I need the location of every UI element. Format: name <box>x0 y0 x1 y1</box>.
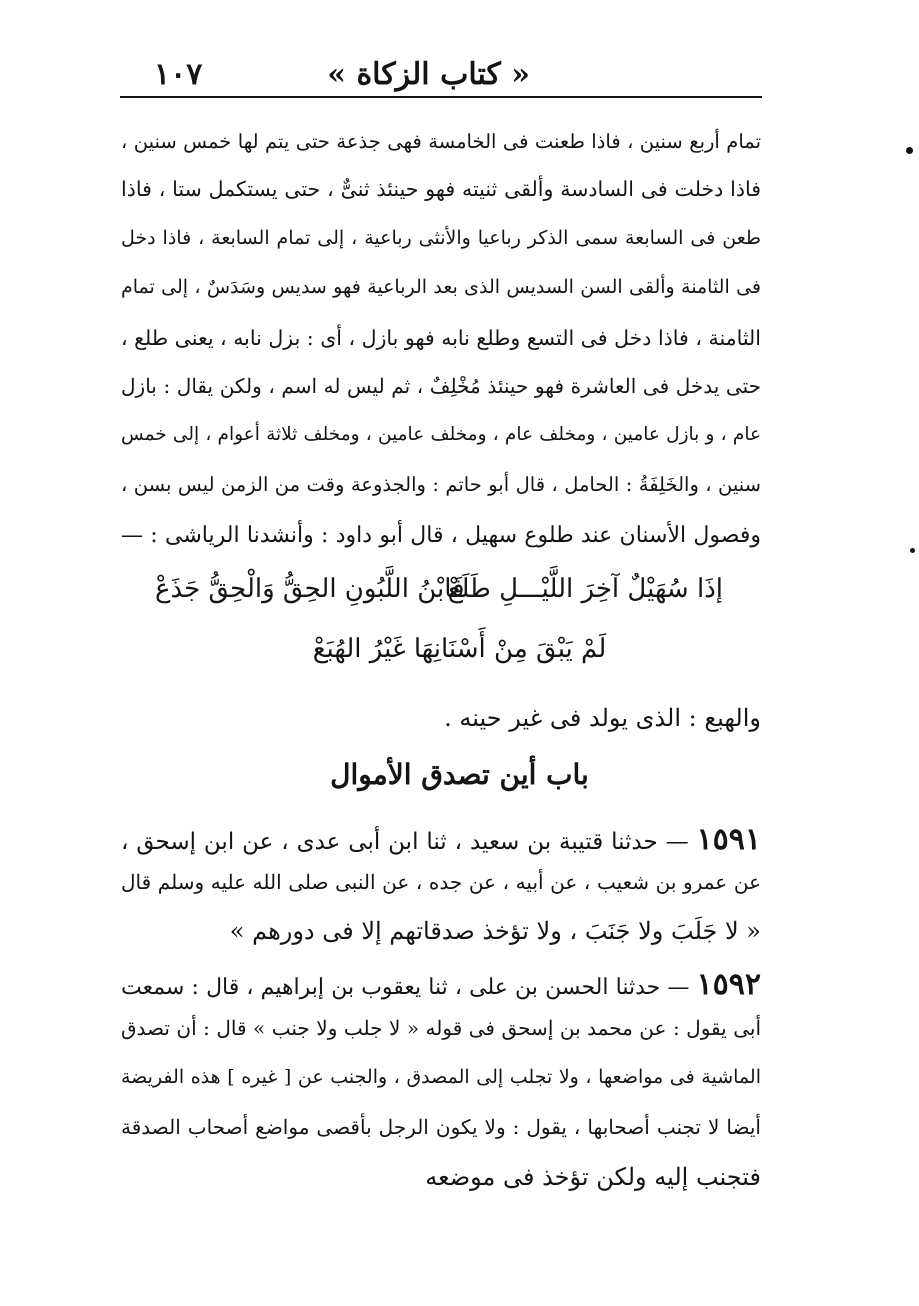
body-line: والهبع : الذى يولد فى غير حينه . <box>444 704 761 732</box>
body-line: فاذا دخلت فى السادسة وألقى ثنيته فهو حينئذ ثنىٌّ ، حتى يستكمل ستا ، فاذا <box>121 177 761 201</box>
body-line: عام ، و بازل عامين ، ومخلف عام ، ومخلف عامين ، ومخلف ثلاثة أعوام ، إلى خمس <box>121 424 761 445</box>
body-line: طعن فى السابعة سمى الذكر رباعيا والأنثى رباعية ، إلى تمام السابعة ، فاذا دخل <box>121 227 761 249</box>
body-line: تمام أربع سنين ، فاذا طعنت فى الخامسة فهى جذعة حتى يتم لها خمس سنين ، <box>121 130 761 153</box>
hadith-number: ١٥٩٢ <box>696 967 761 1002</box>
verse-hemistich: فَابْنُ اللَّبُونِ الحِقُّ وَالْحِقُّ جَذَعْ <box>155 574 465 604</box>
verse-line: لَمْ يَبْقَ مِنْ أَسْنَانِهَا غَيْرُ الهُبَعْ <box>312 634 607 664</box>
body-line: فى الثامنة وألقى السن السديس الذى بعد الرباعية فهو سديس وسَدَسٌ ، إلى تمام <box>121 276 761 298</box>
hadith-line: عن عمرو بن شعيب ، عن أبيه ، عن جده ، عن النبى صلى الله عليه وسلم قال <box>121 870 761 894</box>
hadith-line <box>121 822 761 858</box>
running-title: « كتاب الزكاة » <box>327 57 530 92</box>
chapter-heading: باب أين تصدق الأموال <box>330 758 589 791</box>
verse-line <box>155 574 723 614</box>
page-number: ١٠٧ <box>154 57 203 92</box>
hadith-line: « لا جَلَبَ ولا جَنَبَ ، ولا تؤخذ صدقاتهم إلا فى دورهم » <box>229 917 761 945</box>
hadith-line: فتجنب إليه ولكن تؤخذ فى موضعه <box>425 1163 761 1191</box>
hadith-text: — حدثنا الحسن بن على ، ثنا يعقوب بن إبراهيم ، قال : سمعت <box>121 975 690 1000</box>
body-line: الثامنة ، فاذا دخل فى التسع وطلع نابه فهو بازل ، أى : بزل نابه ، يعنى طلع ، <box>121 326 761 350</box>
page-header <box>120 50 760 94</box>
hadith-number: ١٥٩١ <box>696 822 761 857</box>
body-line: حتى يدخل فى العاشرة فهو حينئذ مُخْلِفٌ ، ثم ليس له اسم ، ولكن يقال : بازل <box>121 374 761 398</box>
body-line: سنين ، والخَلِفَةُ : الحامل ، قال أبو حاتم : والجذوعة وقت من الزمن ليس بسن ، <box>121 473 761 496</box>
margin-mark <box>906 147 913 154</box>
body-line: وفصول الأسنان عند طلوع سهيل ، قال أبو داود : وأنشدنا الرياشى : — <box>121 523 761 548</box>
header-rule <box>120 96 762 98</box>
hadith-line: الماشية فى مواضعها ، ولا تجلب إلى المصدق ، والجنب عن [ غيره ] هذه الفريضة <box>121 1066 761 1088</box>
hadith-line: أبى يقول : عن محمد بن إسحق فى قوله « لا جلب ولا جنب » قال : أن تصدق <box>121 1016 761 1040</box>
verse-hemistich: إذَا سُهَيْلٌ آخِرَ اللَّيْـــلِ طَلَعْ <box>447 574 723 604</box>
margin-mark <box>910 548 915 553</box>
hadith-line: أيضا لا تجنب أصحابها ، يقول : ولا يكون الرجل بأقصى مواضع أصحاب الصدقة <box>121 1115 761 1139</box>
hadith-line <box>121 967 761 1003</box>
hadith-text: — حدثنا قتيبة بن سعيد ، ثنا ابن أبى عدى ، عن ابن إسحق ، <box>121 829 689 855</box>
